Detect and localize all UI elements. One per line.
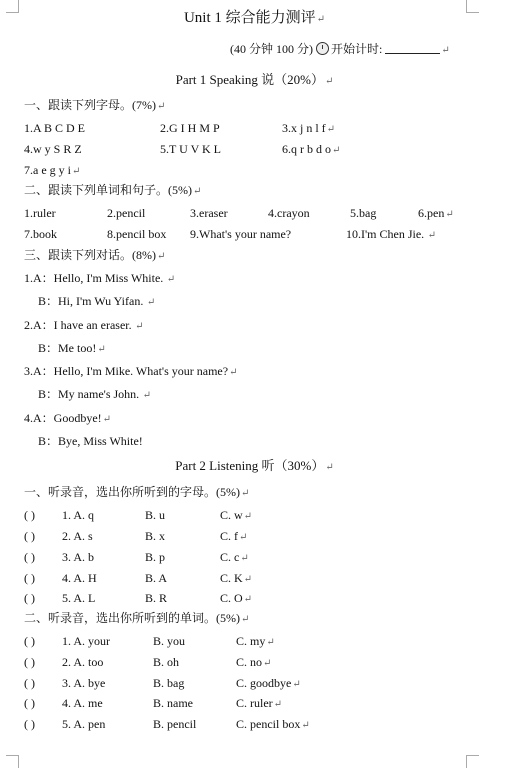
question-option-c: C. pencil box↵ (236, 717, 310, 731)
question-option-b: B. you (153, 634, 186, 648)
dialogue-line: B：Me too!↵ (38, 341, 106, 355)
answer-bracket[interactable]: ( ) (24, 508, 35, 522)
question-option-a: 1. A. q (62, 508, 95, 522)
dialogue-line: 2.A：I have an eraser. ↵ (24, 318, 144, 332)
question-option-b: B. name (153, 696, 193, 710)
word-item: 7.book (24, 227, 57, 241)
sentence-item: 10.I'm Chen Jie. ↵ (346, 227, 437, 241)
question-option-a: 5. A. pen (62, 717, 106, 731)
part1-heading: Part 1 Speaking 说（20%）↵ (175, 72, 334, 87)
letter-item: 3.x j n l f↵ (282, 121, 336, 135)
p1-sec1-heading: 一、跟读下列字母。(7%)↵ (24, 98, 166, 112)
question-option-c: C. w↵ (220, 508, 253, 522)
answer-bracket[interactable]: ( ) (24, 676, 35, 690)
answer-bracket[interactable]: ( ) (24, 696, 35, 710)
word-item: 3.eraser (190, 206, 228, 220)
letter-item: 2.G I H M P (160, 121, 220, 135)
word-item: 4.crayon (268, 206, 310, 220)
letter-item: 6.q r b d o↵ (282, 142, 341, 156)
question-option-c: C. ruler↵ (236, 696, 283, 710)
question-option-a: 4. A. me (62, 696, 103, 710)
crop-mark-bottom-right (466, 755, 479, 768)
question-option-c: C. no↵ (236, 655, 272, 669)
dialogue-line: B：Bye, Miss White! (38, 434, 143, 448)
question-option-b: B. pencil (153, 717, 197, 731)
p2-sec2-heading: 二、听录音，选出你所听到的单词。(5%)↵ (24, 611, 250, 625)
word-item: 2.pencil (107, 206, 146, 220)
word-item: 8.pencil box (107, 227, 167, 241)
question-option-a: 3. A. b (62, 550, 95, 564)
question-option-a: 1. A. your (62, 634, 110, 648)
question-option-a: 3. A. bye (62, 676, 106, 690)
question-option-b: B. bag (153, 676, 185, 690)
word-item: 6.pen↵ (418, 206, 454, 220)
answer-bracket[interactable]: ( ) (24, 655, 35, 669)
answer-bracket[interactable]: ( ) (24, 529, 35, 543)
letter-item: 5.T U V K L (160, 142, 222, 156)
letter-item: 7.a e g y i↵ (24, 163, 81, 177)
question-option-b: B. R (145, 591, 168, 605)
question-option-b: B. u (145, 508, 166, 522)
question-option-a: 2. A. s (62, 529, 93, 543)
part2-heading: Part 2 Listening 听（30%）↵ (175, 458, 334, 473)
question-option-c: C. O↵ (220, 591, 253, 605)
dialogue-line: 3.A：Hello, I'm Mike. What's your name?↵ (24, 364, 238, 378)
question-option-c: C. c↵ (220, 550, 249, 564)
question-option-b: B. oh (153, 655, 180, 669)
answer-bracket[interactable]: ( ) (24, 550, 35, 564)
p1-sec2-heading: 二、跟读下列单词和句子。(5%)↵ (24, 183, 202, 197)
p2-sec1-heading: 一、听录音，选出你所听到的字母。(5%)↵ (24, 485, 250, 499)
dialogue-line: 4.A：Goodbye!↵ (24, 411, 112, 425)
question-option-c: C. K↵ (220, 571, 253, 585)
question-option-b: B. p (145, 550, 166, 564)
sentence-item: 9.What's your name? (190, 227, 292, 241)
letter-item: 4.w y S R Z (24, 142, 82, 156)
crop-mark-bottom-left (6, 755, 19, 768)
answer-bracket[interactable]: ( ) (24, 571, 35, 585)
letter-item: 1.A B C D E (24, 121, 86, 135)
dialogue-line: B：Hi, I'm Wu Yifan. ↵ (38, 294, 156, 308)
p1-sec3-heading: 三、跟读下列对话。(8%)↵ (24, 248, 166, 262)
document-title: Unit 1 综合能力测评↵ (183, 10, 326, 26)
answer-bracket[interactable]: ( ) (24, 634, 35, 648)
question-option-a: 4. A. H (62, 571, 97, 585)
question-option-c: C. f↵ (220, 529, 248, 543)
question-option-b: B. A (145, 571, 168, 585)
question-option-b: B. x (145, 529, 166, 543)
question-option-a: 2. A. too (62, 655, 104, 669)
answer-bracket[interactable]: ( ) (24, 591, 35, 605)
question-option-c: C. my↵ (236, 634, 275, 648)
time-info-line: (40 分钟 100 分) 开始计时: ↵ (230, 42, 450, 56)
timer-blank (385, 43, 440, 54)
dialogue-line: 1.A：Hello, I'm Miss White. ↵ (24, 271, 176, 285)
word-item: 5.bag (350, 206, 377, 220)
answer-bracket[interactable]: ( ) (24, 717, 35, 731)
dialogue-line: B：My name's John. ↵ (38, 387, 152, 401)
time-info: (40 分钟 100 分) (230, 42, 313, 56)
start-timer-label: 开始计时: (331, 42, 383, 56)
question-option-c: C. goodbye↵ (236, 676, 301, 690)
word-item: 1.ruler (24, 206, 56, 220)
clock-icon (316, 42, 329, 55)
question-option-a: 5. A. L (62, 591, 96, 605)
